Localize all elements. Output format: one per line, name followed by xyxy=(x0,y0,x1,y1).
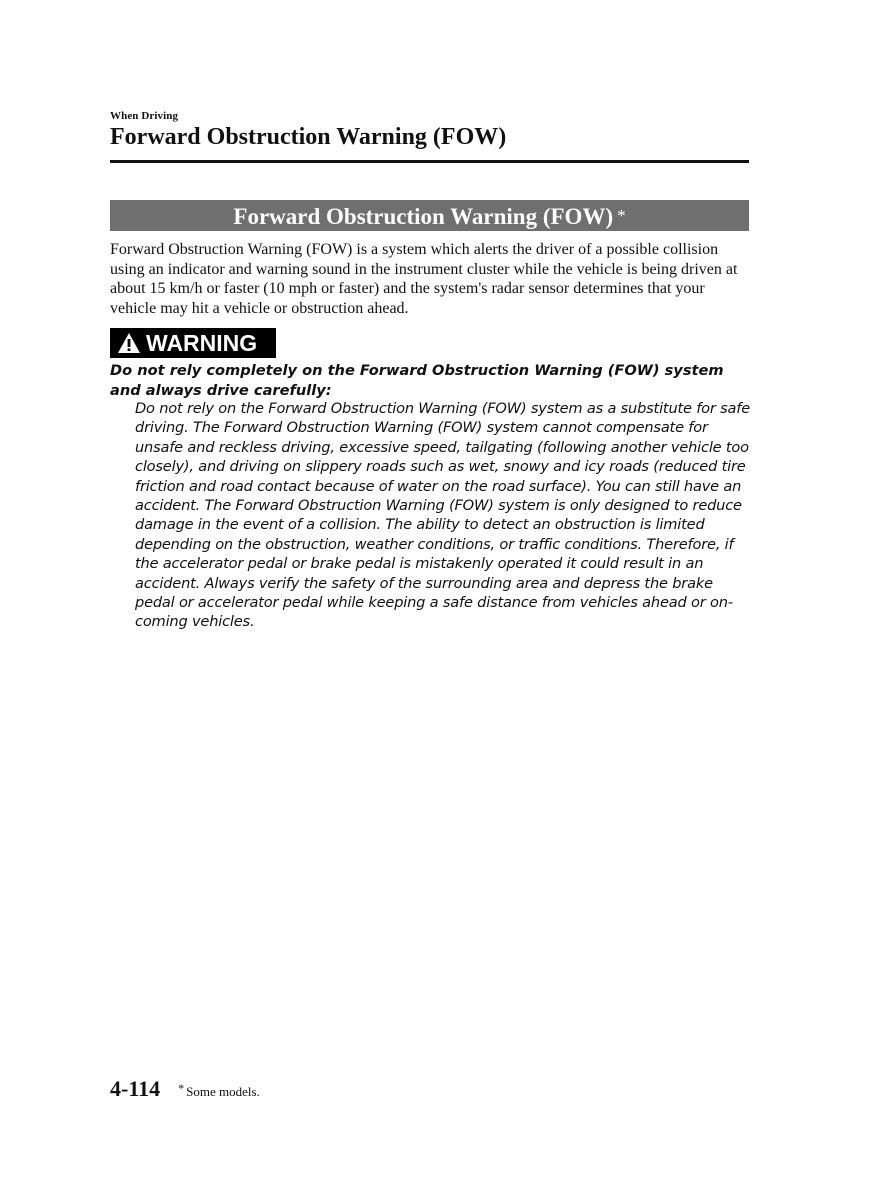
footnote-text: Some models. xyxy=(186,1084,260,1099)
intro-paragraph: Forward Obstruction Warning (FOW) is a system which alerts the driver of a possible collision using an indicator and warning sound in the instrument cluster while the vehicle is being driven at about 15 km/h or faster (10 mph or faster) and the system's radar sensor determines that your vehicle may hit a vehicle or obstruction ahead. xyxy=(110,241,738,317)
page-title: Forward Obstruction Warning (FOW) xyxy=(110,124,507,150)
section-band xyxy=(110,200,749,231)
section-band-title: Forward Obstruction Warning (FOW) xyxy=(233,204,614,229)
page-number: 4-114 xyxy=(110,1076,161,1101)
warning-heading: Do not rely completely on the Forward Obstruction Warning (FOW) system and always drive carefully: xyxy=(110,362,724,399)
title-rule xyxy=(110,160,749,163)
warning-body: Do not rely on the Forward Obstruction Warning (FOW) system as a substitute for safe driving. The Forward Obstruction Warning (FOW) system cannot compensate for unsafe and reckless driving, excessive speed, tailgating (following another vehicle too closely), and driving on slippery roads such as wet, snowy and icy roads (reduced tire friction and road contact because of water on the road surface). You can still have an accident. The Forward Obstruction Warning (FOW) system is only designed to reduce damage in the event of a collision. The ability to detect an obstruction is limited depending on the obstruction, weather conditions, or traffic conditions. Therefore, if the accelerator pedal or brake pedal is mistakenly operated it could result in an accident. Always verify the safety of the surrounding area and depress the brake pedal or accelerator pedal while keeping a safe distance from vehicles ahead or on-coming vehicles. xyxy=(135,400,751,631)
section-label: When Driving xyxy=(110,110,179,122)
warning-badge xyxy=(110,328,276,358)
warning-label: WARNING xyxy=(146,330,258,356)
page-footer xyxy=(110,1076,260,1102)
some-models-marker: * xyxy=(617,206,626,225)
warning-triangle-icon xyxy=(117,332,141,354)
footnote xyxy=(178,1081,260,1100)
footnote-marker: * xyxy=(178,1081,185,1095)
